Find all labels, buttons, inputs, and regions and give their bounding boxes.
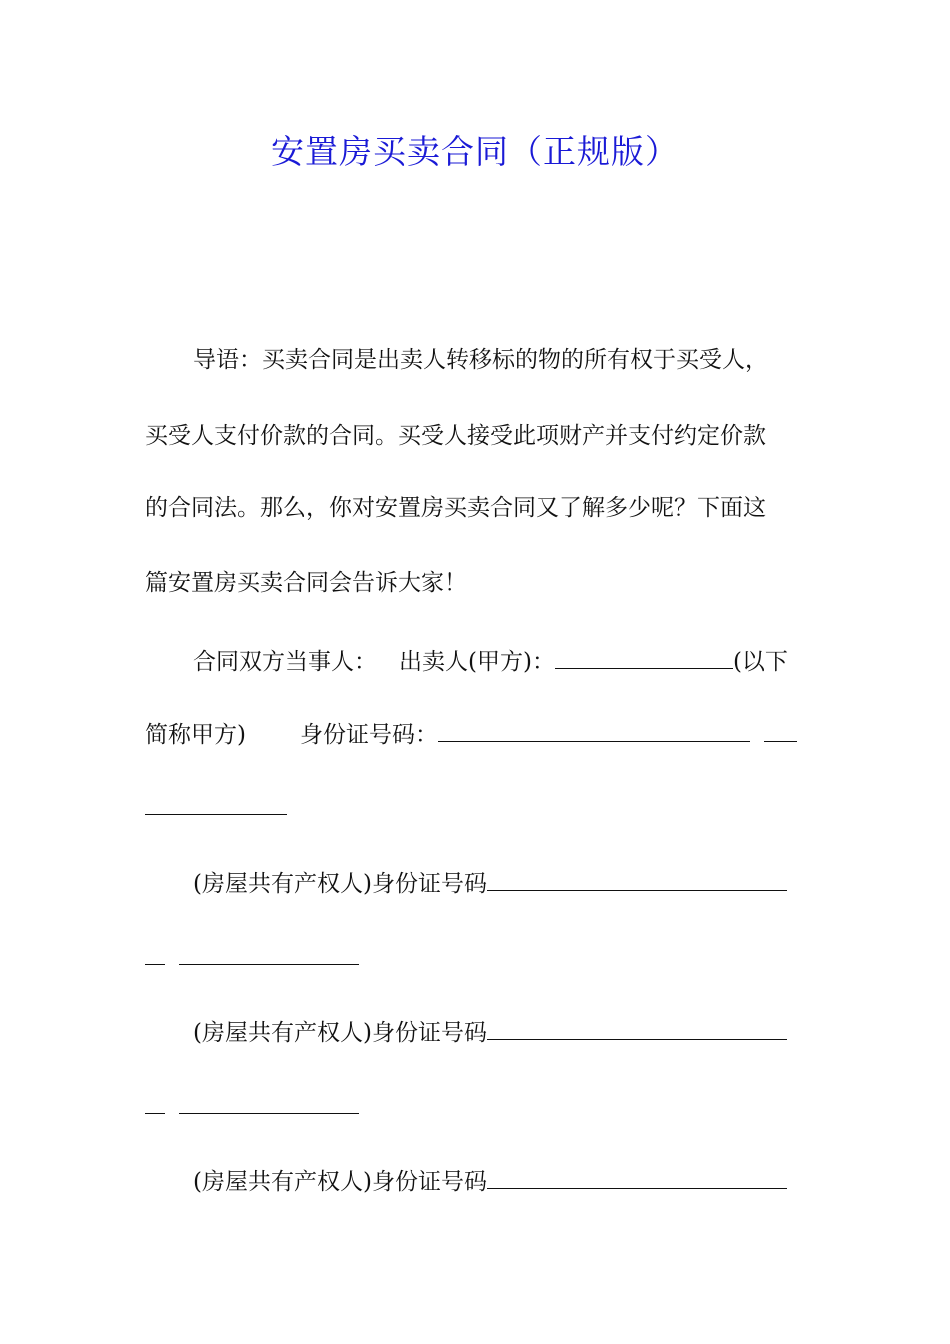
co-owner-id-blank-2b[interactable] (145, 1089, 165, 1114)
intro-line-3: 的合同法。那么，你对安置房买卖合同又了解多少呢？下面这 (145, 495, 766, 521)
co-owner-id-blank-3[interactable] (487, 1164, 787, 1189)
abbr-close: 简称甲方) (145, 722, 246, 748)
parties-label: 合同双方当事人： (193, 649, 377, 675)
seller-label: 出卖人(甲方)： (399, 649, 555, 675)
co-owner-id-blank-1[interactable] (487, 866, 787, 891)
co-owner-id-blank-1b[interactable] (145, 940, 165, 965)
seller-name-blank[interactable] (555, 644, 733, 669)
parties-line (193, 644, 807, 678)
seller-id-label: 身份证号码： (299, 722, 438, 748)
seller-id-blank-continued[interactable] (145, 790, 287, 815)
seller-id-blank-tail[interactable] (764, 717, 797, 742)
intro-line-2: 买受人支付价款的合同。买受人接受此项财产并支付约定价款 (145, 423, 766, 449)
seller-id-continuation (145, 790, 807, 824)
document-title: 安置房买卖合同（正规版） (271, 132, 679, 171)
abbr-open: (以下 (732, 649, 788, 675)
co-owner-continuation-1 (145, 940, 807, 974)
seller-id-blank[interactable] (438, 717, 750, 742)
co-owner-line-1 (193, 866, 807, 900)
co-owner-line-3 (193, 1164, 807, 1198)
co-owner-id-blank-1c[interactable] (179, 940, 359, 965)
intro-line-1: 导语：买卖合同是出卖人转移标的物的所有权于买受人， (193, 347, 768, 373)
co-owner-line-2 (193, 1015, 807, 1049)
co-owner-label-1: (房屋共有产权人)身份证号码 (193, 871, 487, 897)
co-owner-label-2: (房屋共有产权人)身份证号码 (193, 1020, 487, 1046)
co-owner-continuation-2 (145, 1089, 807, 1123)
co-owner-label-3: (房屋共有产权人)身份证号码 (193, 1169, 487, 1195)
intro-line-4: 篇安置房买卖合同会告诉大家！ (145, 570, 467, 596)
co-owner-id-blank-2[interactable] (487, 1015, 787, 1040)
seller-id-line (145, 717, 807, 751)
co-owner-id-blank-2c[interactable] (179, 1089, 359, 1114)
